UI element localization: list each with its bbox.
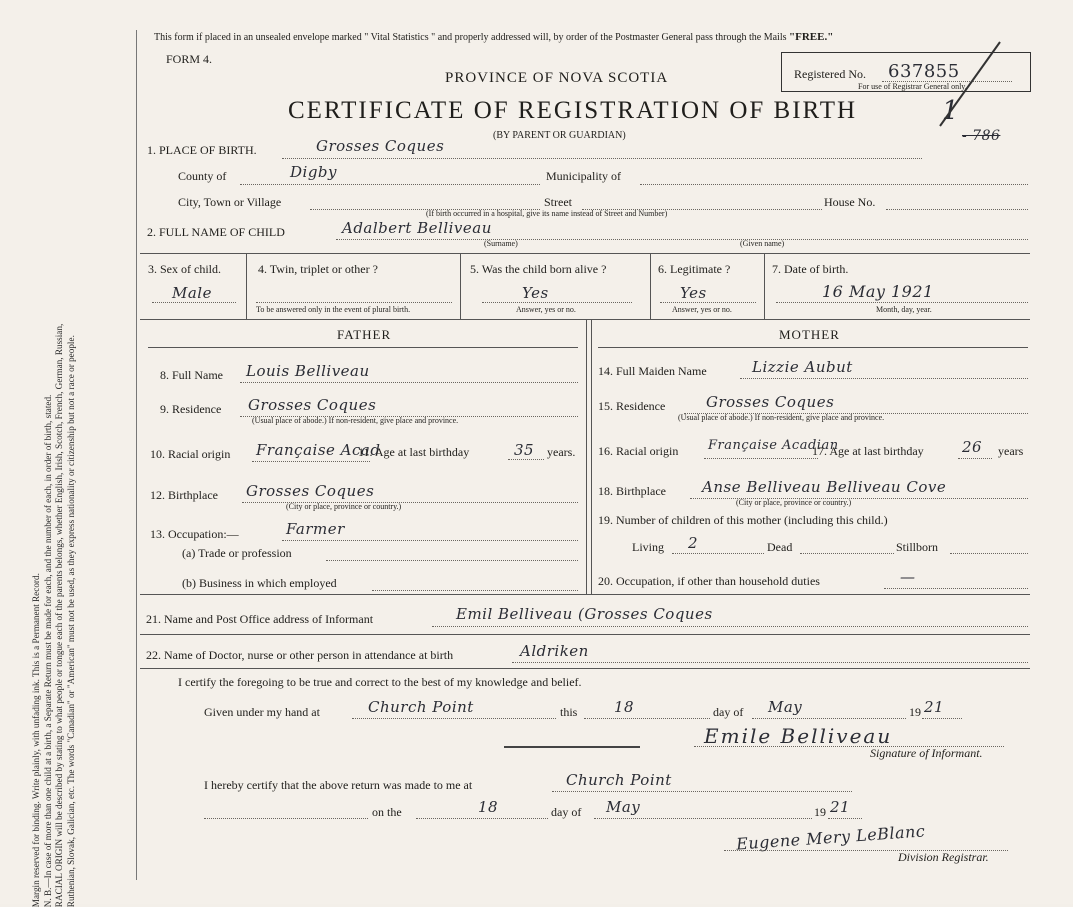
dead-label: Dead [767, 540, 793, 554]
mother-residence-note: (Usual place of abode.) If non-resident, give place and province. [678, 413, 885, 422]
father-residence-value: Grosses Coques [248, 396, 377, 414]
father-heading: FATHER [337, 327, 392, 342]
registrar-year-prefix: 19 [814, 805, 826, 819]
county-value: Digby [290, 163, 338, 181]
house-label: House No. [824, 195, 876, 209]
registrar-year-value: 21 [830, 798, 851, 816]
living-label: Living [632, 540, 664, 554]
informant-signature-caption: Signature of Informant. [870, 746, 983, 760]
living-value: 2 [688, 534, 699, 552]
margin-note-2: N. B.—In case of more than one child at a birth, a Separate Return must be made for each, and the number of each, in order of birth, stated. [42, 394, 53, 907]
place-value: Grosses Coques [316, 137, 445, 155]
certify-year-prefix: 19 [909, 705, 921, 719]
sex-label: 3. Sex of child. [148, 262, 221, 276]
margin-notes [31, 107, 77, 907]
doctor-label: 22. Name of Doctor, nurse or other person in attendance at birth [146, 648, 454, 662]
mother-occupation-value: — [900, 568, 916, 586]
place-label: 1. PLACE OF BIRTH. [147, 143, 257, 157]
on-the-label: on the [372, 805, 402, 819]
street-label: Street [544, 195, 572, 209]
given-under-hand-label: Given under my hand at [204, 705, 320, 719]
given-place-value: Church Point [368, 698, 474, 716]
corner-mark-2: - 786 [962, 128, 1001, 144]
business-label: (b) Business in which employed [182, 576, 337, 590]
province-heading: PROVINCE OF NOVA SCOTIA [445, 70, 669, 86]
father-occupation-label: 13. Occupation:— [150, 527, 239, 541]
surname-note: (Surname) [484, 239, 518, 248]
father-race-label: 10. Racial origin [150, 447, 231, 461]
doctor-value: Aldriken [520, 642, 589, 660]
registered-label: Registered No. [794, 67, 866, 81]
birth-date-label: 7. Date of birth. [772, 262, 849, 276]
registrar-month-value: May [606, 798, 641, 816]
informant-label: 21. Name and Post Office address of Informant [146, 612, 374, 626]
mother-residence-label: 15. Residence [598, 399, 666, 413]
birth-date-value: 16 May 1921 [822, 282, 934, 301]
mother-race-label: 16. Racial origin [598, 444, 679, 458]
mother-birthplace-label: 18. Birthplace [598, 484, 666, 498]
legitimate-value: Yes [680, 284, 707, 302]
mother-residence-value: Grosses Coques [706, 393, 835, 411]
mother-age-years: years [998, 444, 1024, 458]
trade-label: (a) Trade or profession [182, 546, 292, 560]
registrar-note: For use of Registrar General only. [858, 82, 967, 91]
father-age-label: 11. Age at last birthday [358, 445, 470, 459]
certify-statement: I certify the foregoing to be true and correct to the best of my knowledge and belief. [178, 675, 582, 689]
father-birthplace-value: Grosses Coques [246, 482, 375, 500]
certificate-subtitle: (BY PARENT OR GUARDIAN) [493, 130, 626, 141]
twin-label: 4. Twin, triplet or other ? [258, 262, 378, 276]
stamp-rule [504, 746, 640, 748]
hospital-note: (If birth occurred in a hospital, give its name instead of Street and Number) [426, 209, 668, 218]
form-number: FORM 4. [166, 52, 213, 66]
margin-note-1: Margin reserved for binding. Write plainly, with unfading ink. This is a Permanent Record. [30, 573, 41, 907]
mother-birthplace-value: Anse Belliveau Belliveau Cove [702, 478, 947, 496]
mother-heading: MOTHER [779, 327, 840, 342]
father-name-value: Louis Belliveau [246, 362, 370, 380]
father-residence-label: 9. Residence [160, 402, 222, 416]
mother-name-label: 14. Full Maiden Name [598, 364, 707, 378]
twin-note: To be answered only in the event of plural birth. [256, 305, 411, 314]
registered-number: 637855 [888, 61, 960, 82]
father-race-value: Française Acad [256, 441, 381, 459]
registrar-signature-caption: Division Registrar. [898, 850, 989, 864]
mother-age-label: 17. Age at last birthday [812, 444, 924, 458]
certify-year-value: 21 [924, 698, 945, 716]
margin-rule [136, 30, 137, 880]
mother-name-value: Lizzie Aubut [752, 358, 853, 376]
alive-value: Yes [522, 284, 549, 302]
registrar-signature: Eugene Mery LeBlanc [735, 821, 926, 854]
registrar-statement: I hereby certify that the above return was made to me at [204, 778, 473, 792]
mother-occupation-label: 20. Occupation, if other than household duties [598, 574, 820, 588]
alive-label: 5. Was the child born alive ? [470, 262, 607, 276]
mother-age-value: 26 [962, 438, 983, 456]
county-label: County of [178, 169, 227, 183]
child-name-value: Adalbert Belliveau [342, 219, 492, 237]
registrar-day-value: 18 [478, 798, 499, 816]
alive-note: Answer, yes or no. [516, 305, 576, 314]
mother-race-value: Française Acadian [708, 438, 839, 453]
sex-value: Male [172, 284, 212, 302]
stillborn-label: Stillborn [896, 540, 939, 554]
certify-day-value: 18 [614, 698, 635, 716]
informant-signature: Emile Belliveau [704, 724, 893, 748]
father-birthplace-label: 12. Birthplace [150, 488, 218, 502]
pen-stroke-mark [930, 40, 1010, 130]
certify-day-of-label: day of [713, 705, 744, 719]
mail-note: This form if placed in an unsealed envelope marked " Vital Statistics " and properly addressed will, by order of the Postmaster General pass through the Mails "FREE." [154, 31, 834, 43]
given-name-note: (Given name) [740, 239, 785, 248]
certificate-title: CERTIFICATE OF REGISTRATION OF BIRTH [288, 97, 858, 124]
margin-note-3: RACIAL ORIGIN will be described by stating to what people or tongue each of the parents belongs, whether English, Irish, Scotch, French, German, Russian, [54, 323, 64, 907]
informant-value: Emil Belliveau (Grosses Coques [456, 605, 713, 623]
father-occupation-value: Farmer [286, 520, 345, 538]
child-name-label: 2. FULL NAME OF CHILD [147, 225, 285, 239]
registrar-place-value: Church Point [566, 771, 672, 789]
birth-date-note: Month, day, year. [876, 305, 932, 314]
margin-note-4: Ruthenian, Slovak, Galician, etc. The words "Canadian" or "American" must not be used, as they express nationality or citizenship but not a race or people. [65, 335, 76, 907]
children-count-label: 19. Number of children of this mother (including this child.) [598, 513, 888, 527]
father-age-years: years. [547, 445, 576, 459]
this-label: this [560, 705, 578, 719]
father-birthplace-note: (City or place, province or country.) [286, 502, 402, 511]
legitimate-note: Answer, yes or no. [672, 305, 732, 314]
municipality-label: Municipality of [546, 169, 621, 183]
registrar-day-of-label: day of [551, 805, 582, 819]
father-age-value: 35 [514, 441, 535, 459]
corner-mark: 1 [942, 96, 960, 126]
certify-month-value: May [768, 698, 803, 716]
father-residence-note: (Usual place of abode.) If non-resident, give place and province. [252, 416, 459, 425]
city-label: City, Town or Village [178, 195, 282, 209]
mother-birthplace-note: (City or place, province or country.) [736, 498, 852, 507]
father-name-label: 8. Full Name [160, 368, 223, 382]
legitimate-label: 6. Legitimate ? [658, 262, 731, 276]
